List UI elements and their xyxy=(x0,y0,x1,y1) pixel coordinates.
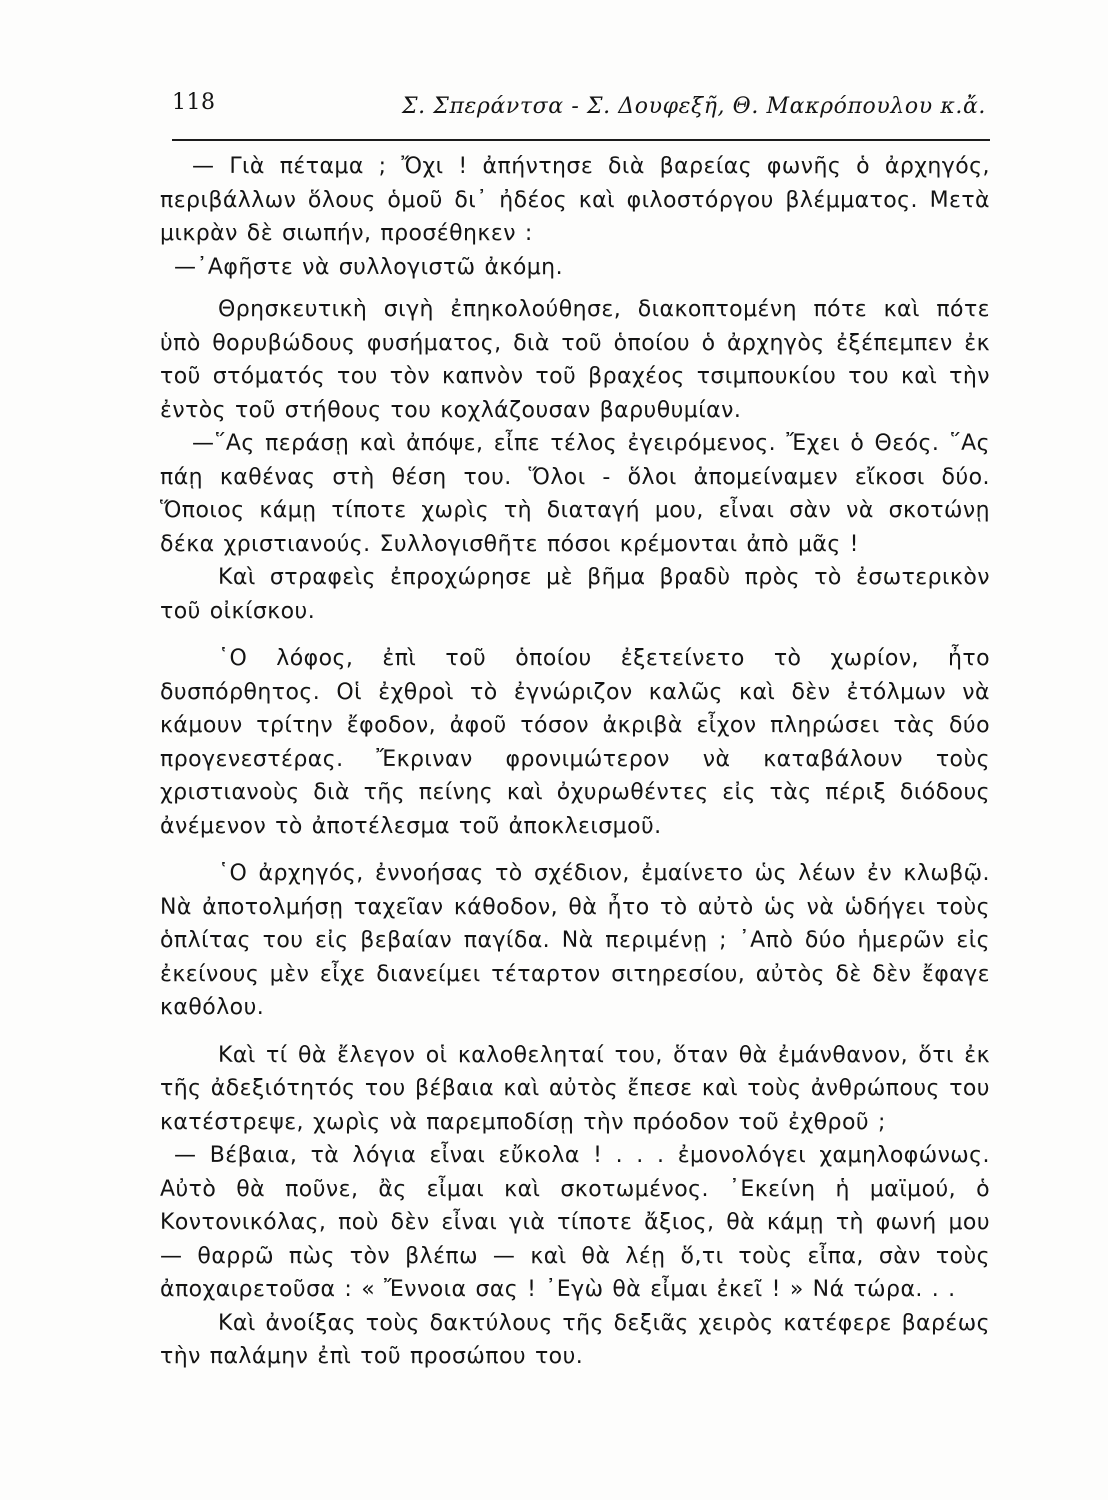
paragraph-3: Θρησκευτικὴ σιγὴ ἐπηκολούθησε, διακοπτομένη πότε καὶ πότε ὑπὸ θορυβώδους φυσήματος, διὰ τοῦ ὁποίου ὁ ἀρχηγὸς ἐξέπεμπεν ἐκ τοῦ στόματός του τὸν καπνὸν τοῦ βραχέος τσιμπουκίου του καὶ τὴν ἐντὸς τοῦ στήθους του κοχλάζουσαν βαρυθυμίαν. xyxy=(160,297,990,423)
paragraph-1: — Γιὰ πέταμα ; Ὄχι ! ἀπήντησε διὰ βαρείας φωνῆς ὁ ἀρχηγός, περιβάλλων ὅλους ὁμοῦ δι᾽ ἠδέος καὶ φιλοστόργου βλέμματος. Μετὰ μικρὰν δὲ σιωπήν, προσέθηκεν : xyxy=(160,154,990,246)
page-number: 118 xyxy=(172,90,216,115)
running-head: Σ. Σπεράντσα - Σ. Δουφεξῆ, Θ. Μακρόπουλου κ.ἄ. xyxy=(401,94,986,119)
body-text xyxy=(160,150,990,1374)
paragraph-6: ῾Ο λόφος, ἐπὶ τοῦ ὁποίου ἐξετείνετο τὸ χωρίον, ἦτο δυσπόρθητος. Οἱ ἐχθροὶ τὸ ἐγνώριζον καλῶς καὶ δὲν ἐτόλμων νὰ κάμουν τρίτην ἔφοδον, ἀφοῦ τόσον ἀκριβὰ εἶχον πληρώσει τὰς δύο προγενεστέρας. Ἔκριναν φρονιμώτερον νὰ καταβάλουν τοὺς χριστιανοὺς διὰ τῆς πείνης καὶ ὀχυρωθέντες εἰς τὰς πέριξ διόδους ἀνέμενον τὸ ἀποτέλεσμα τοῦ ἀποκλεισμοῦ. xyxy=(160,646,990,839)
paragraph-9: — Βέβαια, τὰ λόγια εἶναι εὔκολα ! . . . ἐμονολόγει χαμηλοφώνως. Αὐτὸ θὰ ποῦνε, ἂς εἶμαι καὶ σκοτωμένος. ᾽Εκείνη ἡ μαϊμού, ὁ Κοντονικόλας, ποὺ δὲν εἶναι γιὰ τίποτε ἄξιος, θὰ κάμῃ τὴ φωνή μου — θαρρῶ πὼς τὸν βλέπω — καὶ θὰ λέῃ ὅ,τι τοὺς εἶπα, σὰν τοὺς ἀποχαιρετοῦσα : « Ἔννοια σας ! ᾽Εγὼ θὰ εἶμαι ἐκεῖ ! » Νά τώρα. . . xyxy=(160,1143,990,1302)
paragraph-4: —῞Ας περάσῃ καὶ ἀπόψε, εἶπε τέλος ἐγειρόμενος. Ἔχει ὁ Θεός. ῞Ας πάῃ καθένας στὴ θέση του. Ὅλοι - ὅλοι ἀπομείναμεν εἴκοσι δύο. Ὅποιος κάμῃ τίποτε χωρὶς τὴ διαταγή μου, εἶναι σὰν νὰ σκοτώνῃ δέκα χριστιανούς. Συλλογισθῆτε πόσοι κρέμονται ἀπὸ μᾶς ! xyxy=(160,431,990,557)
page-header xyxy=(172,88,990,128)
paragraph-7: ῾Ο ἀρχηγός, ἐννοήσας τὸ σχέδιον, ἐμαίνετο ὡς λέων ἐν κλωβῷ. Νὰ ἀποτολμήσῃ ταχεῖαν κάθοδον, θὰ ἦτο τὸ αὐτὸ ὡς νὰ ὡδήγει τοὺς ὁπλίτας του εἰς βεβαίαν παγίδα. Νὰ περιμένῃ ; ᾽Απὸ δύο ἡμερῶν εἰς ἐκείνους μὲν εἶχε διανείμει τέταρτον σιτηρεσίου, αὐτὸς δὲ δὲν ἔφαγε καθόλου. xyxy=(160,861,990,1020)
paragraph-10: Καὶ ἀνοίξας τοὺς δακτύλους τῆς δεξιᾶς χειρὸς κατέφερε βαρέως τὴν παλάμην ἐπὶ τοῦ προσώπου του. xyxy=(160,1310,990,1369)
paragraph-8: Καὶ τί θὰ ἔλεγον οἱ καλοθεληταί του, ὅταν θὰ ἐμάνθανον, ὅτι ἐκ τῆς ἀδεξιότητός του βέβαια καὶ αὐτὸς ἔπεσε καὶ τοὺς ἀνθρώπους του κατέστρεψε, χωρὶς νὰ παρεμποδίσῃ τὴν πρόοδον τοῦ ἐχθροῦ ; xyxy=(160,1042,990,1135)
header-rule xyxy=(172,139,990,141)
paragraph-2: —᾽Αφῆστε νὰ συλλογιστῶ ἀκόμη. xyxy=(174,254,564,280)
paragraph-5: Καὶ στραφεὶς ἐπροχώρησε μὲ βῆμα βραδὺ πρὸς τὸ ἐσωτερικὸν τοῦ οἰκίσκου. xyxy=(160,565,990,624)
